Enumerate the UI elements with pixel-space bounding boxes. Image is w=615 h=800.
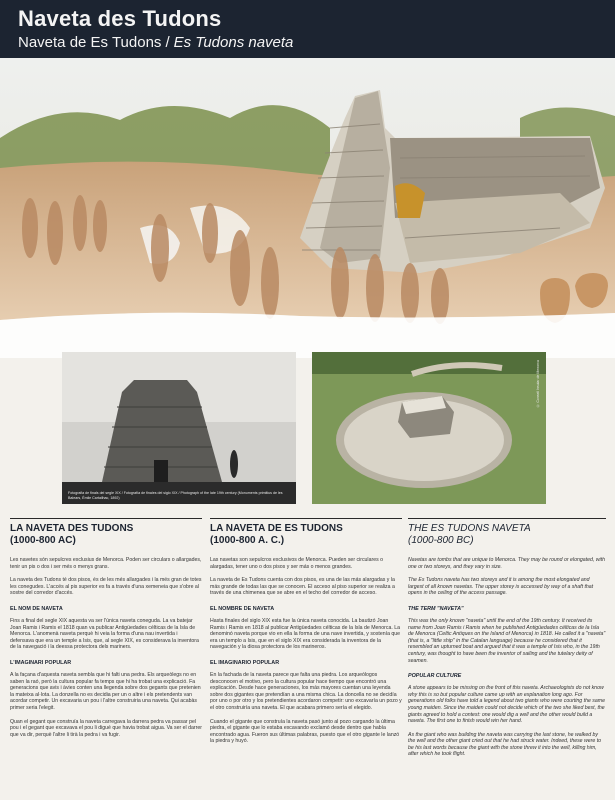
paragraph: Hasta finales del siglo XIX esta fue la única naveta conocida. La bautizó Joan Ramis i Ramis en 1818 al publicar Antigüedades célticas de la Isla de Menorca. La denominó naveta porque vio en ella la forma de una nave invertida, y sostenía que era un templo a Isis, que en el siglo XIX era considerada la inventora de la navegación y la diosa protectora de los marineros. bbox=[210, 617, 401, 651]
paragraph: This was the only known "naveta" until the end of the 19th century. It received its name from Joan Ramis i Ramis when he published Antigüedades célticas de la Isla de Menorca (Celtic Antiques on the Island of Menorca) in 1818. He called it a "naveta" (that is, a "little ship" in the Catalan language) because he considered that it resembled an upturned boat and argued that it was a temple of Isis who, in the 19th century, was thought to have been the inventor of sailing and the tutelary deity of seamen. bbox=[408, 617, 606, 664]
paragraph: Cuando el gigante que construía la naveta pasó junto al pozo cargando la última piedra, el gigante que lo estaba excavando exclamó desde dentro que había encontrado agua. Fueron sus últimas palabras, puesto que el otro gigante le lanzó la piedra y huyó. bbox=[210, 718, 400, 745]
paragraph: Navetas are tombs that are unique to Menorca. They may be round or elongated, with one or two storeys, and they vary in size. bbox=[408, 557, 605, 570]
title-banner bbox=[0, 0, 615, 58]
column-title: THE ES TUDONS NAVETA bbox=[408, 523, 531, 534]
section-heading: POPULAR CULTURE bbox=[408, 673, 462, 680]
paragraph: A la façana d'aquesta naveta sembla que hi falti una pedra. Els arqueòlegs no en saben la raó, però la cultura popular fa temps que hi ha trobat una explicació. Fa generacions que avis i àvies conten una llegenda sobre dos gegants que pretenien la mateixa al·lota. La donzella no es decidia per un o altre i els pretendents van acordar competir. Un excavaria un pou i l'altre construiria una naveta. Qui acabàs primer seria l'elegit. bbox=[10, 671, 201, 711]
paragraph: Fins a final del segle XIX aquesta va ser l'única naveta coneguda. La va batejar Joan Ramis i Ramis el 1818 quan va publicar Antigüedades célticas de la Isla de Menorca. L'anomenà naveta perquè hi veia la forma d'una nau invertida i defensava que era un temple a Isis, que, al segle XIX, es considerava la inventora de la navegació i la deessa protectora dels mariners. bbox=[10, 617, 199, 651]
column-dates: (1000-800 BC) bbox=[408, 535, 474, 546]
column-title: LA NAVETA DE ES TUDONS bbox=[210, 523, 343, 534]
reconstruction-illustration bbox=[0, 58, 615, 358]
paragraph: Quan el gegant que construïa la naveta carregava la darrera pedra va passar pel pou i el gegant que excavava el pou li digué que havia trobat aigua. Va ser el darrer que va dir, perquè l'altre li tirà la pedra i va fugir. bbox=[10, 718, 202, 738]
section-heading: EL NOMBRE DE NAVETA bbox=[210, 605, 275, 612]
column-rule bbox=[210, 518, 402, 519]
section-heading: L'IMAGINARI POPULAR bbox=[10, 659, 72, 666]
subtitle-spanish: Naveta de Es Tudons bbox=[18, 34, 162, 51]
page-title: Naveta des Tudons bbox=[18, 6, 222, 31]
column-dates: (1000-800 A. C.) bbox=[210, 535, 285, 546]
column-dates: (1000-800 AC) bbox=[10, 535, 76, 546]
paragraph: Les navetes són sepulcres exclusius de Menorca. Poden ser circulars o allargades, tenir un pis o dos i ser més o menys grans. bbox=[10, 557, 202, 570]
page-subtitle bbox=[18, 34, 293, 51]
paragraph: As the giant who was building the naveta was carrying the last stone, he walked by the well and the other giant cried out that he had struck water. Indeed, these were to be his last words because the giant with the stone threw it into the well, killing him, after which he took flight. bbox=[408, 731, 602, 758]
photo-credit: © Consell Insular de Menorca bbox=[536, 360, 540, 408]
paragraph: La naveta des Tudons té dos pisos, és de les més allargades i la més gran de totes les conegudes. L'accés al pis superior es fa a través d'una xemeneia que s'obre al sostre del corredor d'accés. bbox=[10, 577, 202, 597]
section-heading: EL IMAGINARIO POPULAR bbox=[210, 659, 280, 666]
paragraph: The Es Tudons naveta has two storeys and it is among the most elongated and largest of all known navetas. The upper storey is accessed by way of a shaft that opens in the ceiling of the access passage. bbox=[408, 577, 594, 597]
photo-caption: Fotografia de finals del segle XIX / Fotografía de finales del siglo XIX / Photograph of the late 19th century (Monuments primitius de les Balears, Émile Cartailhac, 1892) bbox=[68, 491, 283, 500]
column-rule bbox=[10, 518, 202, 519]
section-heading: EL NOM DE NAVETA bbox=[10, 605, 63, 612]
subtitle-english: Es Tudons naveta bbox=[173, 34, 294, 51]
paragraph: A stone appears to be missing on the front of this naveta. Archaeologists do not know why this is so but popular culture came up with an explanation long ago. For generations old folks have told a legend about two giants who were courting the same young maiden. Since the maiden could not decide which of the two she liked best, the giants agreed to hold a contest: one would dig a well and the other would build a naveta. The first one to finish would win her hand. bbox=[408, 685, 605, 725]
section-heading: THE TERM "NAVETA" bbox=[408, 605, 464, 612]
column-rule bbox=[408, 518, 606, 519]
column-english bbox=[408, 518, 606, 765]
paragraph: Las navetas son sepulcros exclusivos de Menorca. Pueden ser circulares o alargadas, tener uno o dos pisos y ser más o menos grandes. bbox=[210, 557, 384, 570]
subtitle-separator: / bbox=[165, 34, 170, 51]
historic-naveta-photo bbox=[62, 352, 296, 504]
column-catalan bbox=[10, 518, 202, 745]
paragraph: La naveta de Es Tudons cuenta con dos pisos, es una de las más alargadas y la más grande de todas las que se conocen. El acceso al piso superior se realiza a través de una chimenea que se abre en el techo del corredor de acceso. bbox=[210, 577, 395, 597]
aerial-naveta-photo bbox=[312, 352, 546, 504]
column-spanish bbox=[210, 518, 402, 752]
column-title: LA NAVETA DES TUDONS bbox=[10, 523, 134, 534]
paragraph: En la fachada de la naveta parece que falta una piedra. Los arqueólogos desconocen el motivo, pero la cultura popular hace tiempo que encontró una explicación. Desde hace generaciones, los más mayores cuentan una leyenda sobre dos gigantes que pretendían a una misma chica. La doncella no se decidía por uno o por otro y los pretendientes acordaron competir: uno excavaría un pozo y el otro construiría una naveta. El que acabara primero sería el elegido. bbox=[210, 671, 402, 711]
